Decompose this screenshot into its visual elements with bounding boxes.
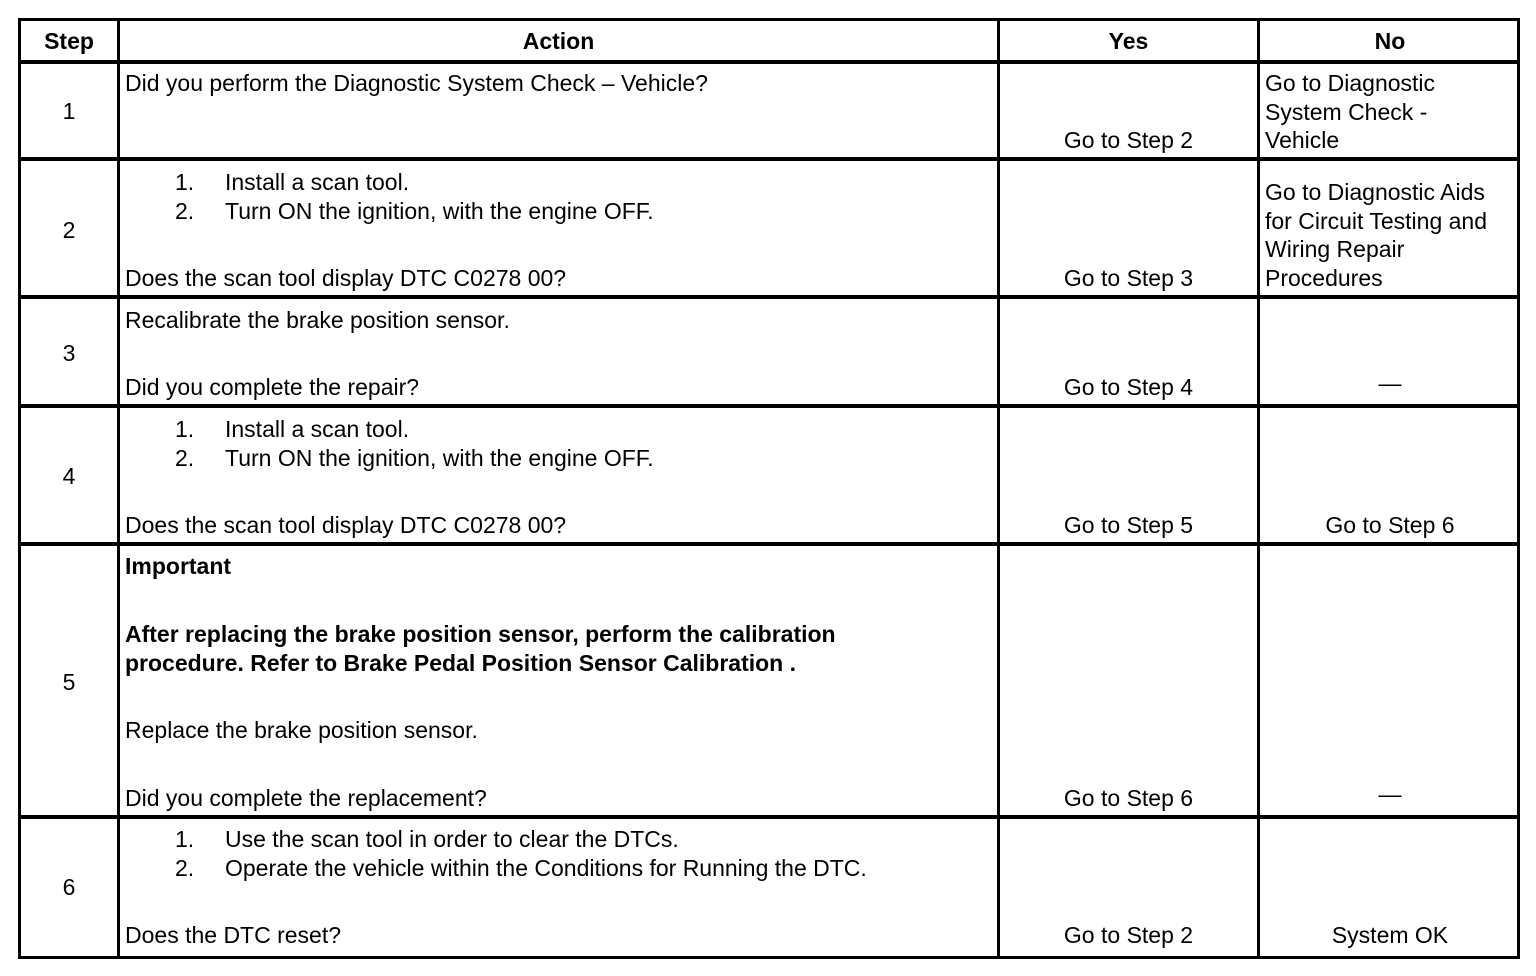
- yes-result: Go to Step 2: [1063, 127, 1194, 153]
- list-item: Turn ON the ignition, with the engine OFF.: [225, 198, 654, 224]
- list-number: 1.: [175, 826, 195, 852]
- action-list: [125, 168, 995, 228]
- row-divider: [21, 542, 1517, 546]
- no-line: Go to Diagnostic Aids: [1265, 179, 1485, 205]
- header-step: Step: [44, 28, 94, 54]
- no-line: for Circuit Testing and: [1265, 207, 1488, 234]
- action-text: Replace the brake position sensor.: [125, 717, 478, 743]
- list-number: 2.: [175, 445, 195, 471]
- no-result: Go to Step 6: [1325, 512, 1455, 538]
- action-question: Does the DTC reset?: [125, 922, 342, 948]
- list-number: 2.: [175, 198, 195, 224]
- important-line: procedure. Refer to Brake Pedal Position Sensor Calibration .: [125, 649, 796, 676]
- step-number: 4: [62, 463, 76, 489]
- no-line: System Check -: [1265, 98, 1428, 125]
- no-line: Wiring Repair: [1265, 236, 1405, 262]
- list-number: 1.: [175, 416, 195, 442]
- important-line: After replacing the brake position sensor, perform the calibration: [125, 621, 836, 647]
- list-item: Turn ON the ignition, with the engine OFF.: [225, 445, 654, 471]
- no-result: [1265, 69, 1435, 155]
- list-item: Install a scan tool.: [225, 416, 410, 442]
- action-question: Did you perform the Diagnostic System Check – Vehicle?: [125, 70, 708, 96]
- step-number: 3: [62, 340, 76, 366]
- yes-result: Go to Step 5: [1063, 512, 1194, 538]
- no-result: System OK: [1331, 922, 1449, 948]
- row-divider: [21, 157, 1517, 161]
- list-item: Install a scan tool.: [225, 169, 410, 195]
- action-question: Did you complete the replacement?: [125, 785, 487, 811]
- diagnostic-table: [18, 18, 1520, 959]
- row-divider: [21, 404, 1517, 408]
- action-question: Does the scan tool display DTC C0278 00?: [125, 512, 567, 538]
- step-number: 2: [62, 217, 76, 243]
- no-result: —: [1378, 370, 1402, 396]
- row-divider: [21, 295, 1517, 299]
- action-list: [125, 825, 995, 885]
- list-item: Operate the vehicle within the Conditions for Running the DTC.: [225, 855, 867, 881]
- important-title: Important: [125, 553, 232, 579]
- no-result: [1265, 178, 1487, 292]
- step-number: 6: [62, 874, 76, 900]
- yes-result: Go to Step 3: [1063, 265, 1194, 291]
- no-line: Vehicle: [1265, 127, 1340, 153]
- header-no: No: [1374, 28, 1406, 54]
- row-divider: [21, 60, 1517, 64]
- action-question: Did you complete the repair?: [125, 374, 420, 400]
- list-number: 1.: [175, 169, 195, 195]
- yes-result: Go to Step 2: [1063, 922, 1194, 948]
- yes-result: Go to Step 4: [1063, 374, 1194, 400]
- action-question: Does the scan tool display DTC C0278 00?: [125, 265, 567, 291]
- header-action: Action: [522, 28, 595, 54]
- step-number: 5: [62, 669, 76, 695]
- yes-result: Go to Step 6: [1063, 785, 1194, 811]
- no-line: Go to Diagnostic: [1265, 70, 1436, 96]
- no-result: —: [1378, 781, 1402, 807]
- step-number: 1: [62, 98, 76, 124]
- important-note: [125, 620, 836, 677]
- action-text: Recalibrate the brake position sensor.: [125, 307, 510, 333]
- list-item: Use the scan tool in order to clear the DTCs.: [225, 826, 679, 852]
- row-divider: [21, 815, 1517, 819]
- action-list: [125, 415, 995, 475]
- list-number: 2.: [175, 855, 195, 881]
- header-yes: Yes: [1108, 28, 1149, 54]
- no-line: Procedures: [1265, 264, 1383, 291]
